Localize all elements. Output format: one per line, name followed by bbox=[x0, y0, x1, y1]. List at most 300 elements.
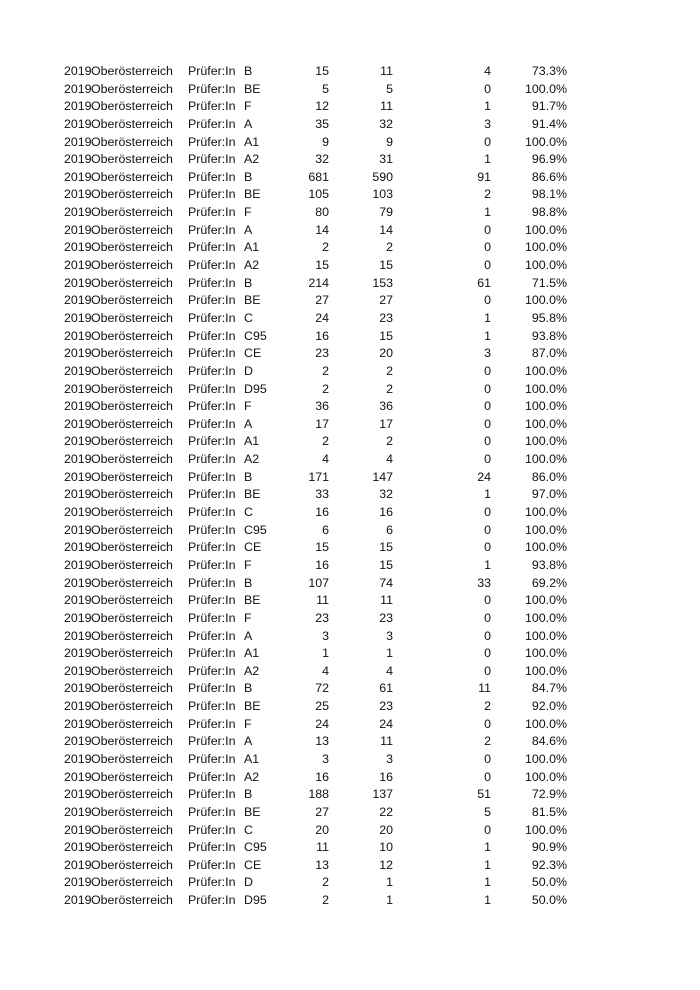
table-row bbox=[0, 239, 700, 257]
license-class-cell: F bbox=[244, 716, 252, 731]
year-cell: 2019 bbox=[64, 240, 92, 255]
failed-cell: 0 bbox=[484, 240, 491, 255]
total-cell: 13 bbox=[315, 857, 329, 872]
year-cell: 2019 bbox=[64, 628, 92, 643]
passed-cell: 15 bbox=[379, 328, 393, 343]
region-cell: Oberösterreich bbox=[91, 681, 173, 696]
region-cell: Oberösterreich bbox=[91, 663, 173, 678]
pass-rate-cell: 100.0% bbox=[524, 610, 567, 625]
license-class-cell: C95 bbox=[244, 328, 267, 343]
role-cell: Prüfer:In bbox=[188, 769, 236, 784]
license-class-cell: CE bbox=[244, 857, 262, 872]
pass-rate-cell: 100.0% bbox=[524, 134, 567, 149]
failed-cell: 1 bbox=[484, 152, 491, 167]
license-class-cell: A2 bbox=[244, 452, 260, 467]
failed-cell: 0 bbox=[484, 434, 491, 449]
year-cell: 2019 bbox=[64, 187, 92, 202]
license-class-cell: C bbox=[244, 505, 253, 520]
failed-cell: 24 bbox=[477, 469, 491, 484]
role-cell: Prüfer:In bbox=[188, 310, 236, 325]
failed-cell: 51 bbox=[477, 787, 491, 802]
year-cell: 2019 bbox=[64, 169, 92, 184]
passed-cell: 12 bbox=[379, 857, 393, 872]
passed-cell: 15 bbox=[379, 540, 393, 555]
table-row bbox=[0, 575, 700, 593]
license-class-cell: C95 bbox=[244, 840, 267, 855]
pass-rate-cell: 100.0% bbox=[524, 222, 567, 237]
pass-rate-cell: 100.0% bbox=[524, 434, 567, 449]
region-cell: Oberösterreich bbox=[91, 310, 173, 325]
year-cell: 2019 bbox=[64, 522, 92, 537]
passed-cell: 15 bbox=[379, 557, 393, 572]
year-cell: 2019 bbox=[64, 646, 92, 661]
pass-rate-cell: 73.3% bbox=[531, 64, 567, 78]
region-cell: Oberösterreich bbox=[91, 628, 173, 643]
region-cell: Oberösterreich bbox=[91, 840, 173, 855]
table-row bbox=[0, 310, 700, 328]
passed-cell: 1 bbox=[386, 646, 393, 661]
role-cell: Prüfer:In bbox=[188, 187, 236, 202]
region-cell: Oberösterreich bbox=[91, 734, 173, 749]
region-cell: Oberösterreich bbox=[91, 787, 173, 802]
total-cell: 171 bbox=[308, 469, 329, 484]
role-cell: Prüfer:In bbox=[188, 699, 236, 714]
role-cell: Prüfer:In bbox=[188, 452, 236, 467]
region-cell: Oberösterreich bbox=[91, 857, 173, 872]
year-cell: 2019 bbox=[64, 81, 92, 96]
pass-rate-cell: 71.5% bbox=[531, 275, 567, 290]
failed-cell: 5 bbox=[484, 804, 491, 819]
year-cell: 2019 bbox=[64, 328, 92, 343]
total-cell: 27 bbox=[315, 293, 329, 308]
region-cell: Oberösterreich bbox=[91, 593, 173, 608]
license-class-cell: BE bbox=[244, 593, 261, 608]
year-cell: 2019 bbox=[64, 99, 92, 114]
passed-cell: 22 bbox=[379, 804, 393, 819]
role-cell: Prüfer:In bbox=[188, 557, 236, 572]
failed-cell: 0 bbox=[484, 258, 491, 273]
pass-rate-cell: 100.0% bbox=[524, 381, 567, 396]
pass-rate-cell: 100.0% bbox=[524, 716, 567, 731]
table-row bbox=[0, 839, 700, 857]
pass-rate-cell: 95.8% bbox=[531, 310, 567, 325]
role-cell: Prüfer:In bbox=[188, 610, 236, 625]
failed-cell: 0 bbox=[484, 134, 491, 149]
passed-cell: 17 bbox=[379, 416, 393, 431]
pass-rate-cell: 84.6% bbox=[531, 734, 567, 749]
failed-cell: 1 bbox=[484, 893, 491, 908]
passed-cell: 16 bbox=[379, 505, 393, 520]
failed-cell: 33 bbox=[477, 575, 491, 590]
region-cell: Oberösterreich bbox=[91, 222, 173, 237]
table-row bbox=[0, 81, 700, 99]
role-cell: Prüfer:In bbox=[188, 116, 236, 131]
total-cell: 2 bbox=[322, 381, 329, 396]
failed-cell: 3 bbox=[484, 116, 491, 131]
failed-cell: 1 bbox=[484, 328, 491, 343]
pass-rate-cell: 98.8% bbox=[531, 205, 567, 220]
total-cell: 72 bbox=[315, 681, 329, 696]
pass-rate-cell: 92.0% bbox=[531, 699, 567, 714]
total-cell: 6 bbox=[322, 522, 329, 537]
passed-cell: 137 bbox=[372, 787, 393, 802]
region-cell: Oberösterreich bbox=[91, 381, 173, 396]
total-cell: 11 bbox=[316, 840, 329, 855]
data-table bbox=[0, 63, 700, 910]
license-class-cell: A bbox=[244, 628, 253, 643]
passed-cell: 1 bbox=[386, 893, 393, 908]
year-cell: 2019 bbox=[64, 787, 92, 802]
year-cell: 2019 bbox=[64, 258, 92, 273]
role-cell: Prüfer:In bbox=[188, 575, 236, 590]
passed-cell: 3 bbox=[386, 751, 393, 766]
role-cell: Prüfer:In bbox=[188, 875, 236, 890]
year-cell: 2019 bbox=[64, 557, 92, 572]
year-cell: 2019 bbox=[64, 64, 92, 78]
role-cell: Prüfer:In bbox=[188, 751, 236, 766]
pass-rate-cell: 100.0% bbox=[524, 769, 567, 784]
region-cell: Oberösterreich bbox=[91, 610, 173, 625]
license-class-cell: A1 bbox=[244, 646, 260, 661]
table-row bbox=[0, 151, 700, 169]
table-row bbox=[0, 539, 700, 557]
failed-cell: 1 bbox=[484, 557, 491, 572]
pass-rate-cell: 100.0% bbox=[524, 540, 567, 555]
failed-cell: 91 bbox=[477, 169, 491, 184]
failed-cell: 0 bbox=[484, 540, 491, 555]
license-class-cell: D bbox=[244, 363, 253, 378]
region-cell: Oberösterreich bbox=[91, 875, 173, 890]
pass-rate-cell: 69.2% bbox=[531, 575, 567, 590]
passed-cell: 4 bbox=[386, 663, 393, 678]
table-row bbox=[0, 398, 700, 416]
passed-cell: 16 bbox=[379, 769, 393, 784]
table-row bbox=[0, 822, 700, 840]
role-cell: Prüfer:In bbox=[188, 487, 236, 502]
license-class-cell: BE bbox=[244, 804, 261, 819]
table-row bbox=[0, 292, 700, 310]
license-class-cell: B bbox=[244, 681, 253, 696]
license-class-cell: D95 bbox=[244, 893, 267, 908]
role-cell: Prüfer:In bbox=[188, 822, 236, 837]
pass-rate-cell: 100.0% bbox=[524, 363, 567, 378]
table-row bbox=[0, 345, 700, 363]
role-cell: Prüfer:In bbox=[188, 363, 236, 378]
pass-rate-cell: 91.4% bbox=[531, 116, 567, 131]
passed-cell: 74 bbox=[379, 575, 393, 590]
license-class-cell: B bbox=[244, 787, 253, 802]
role-cell: Prüfer:In bbox=[188, 399, 236, 414]
region-cell: Oberösterreich bbox=[91, 804, 173, 819]
license-class-cell: B bbox=[244, 469, 253, 484]
passed-cell: 590 bbox=[372, 169, 393, 184]
pass-rate-cell: 87.0% bbox=[531, 346, 567, 361]
failed-cell: 1 bbox=[484, 310, 491, 325]
license-class-cell: A2 bbox=[244, 769, 260, 784]
pass-rate-cell: 50.0% bbox=[531, 875, 567, 890]
failed-cell: 4 bbox=[484, 64, 491, 78]
pass-rate-cell: 100.0% bbox=[524, 81, 567, 96]
license-class-cell: B bbox=[244, 169, 253, 184]
license-class-cell: A bbox=[244, 734, 253, 749]
passed-cell: 31 bbox=[379, 152, 393, 167]
total-cell: 3 bbox=[322, 628, 329, 643]
pass-rate-cell: 100.0% bbox=[524, 822, 567, 837]
table-row bbox=[0, 874, 700, 892]
license-class-cell: C bbox=[244, 310, 253, 325]
year-cell: 2019 bbox=[64, 469, 92, 484]
pass-rate-cell: 81.5% bbox=[531, 804, 567, 819]
failed-cell: 0 bbox=[484, 751, 491, 766]
role-cell: Prüfer:In bbox=[188, 346, 236, 361]
role-cell: Prüfer:In bbox=[188, 99, 236, 114]
table-row bbox=[0, 469, 700, 487]
region-cell: Oberösterreich bbox=[91, 328, 173, 343]
total-cell: 681 bbox=[308, 169, 329, 184]
total-cell: 2 bbox=[322, 875, 329, 890]
role-cell: Prüfer:In bbox=[188, 505, 236, 520]
pass-rate-cell: 100.0% bbox=[524, 522, 567, 537]
table-row bbox=[0, 857, 700, 875]
region-cell: Oberösterreich bbox=[91, 557, 173, 572]
table-row bbox=[0, 804, 700, 822]
region-cell: Oberösterreich bbox=[91, 399, 173, 414]
region-cell: Oberösterreich bbox=[91, 434, 173, 449]
license-class-cell: B bbox=[244, 275, 253, 290]
license-class-cell: A1 bbox=[244, 240, 260, 255]
passed-cell: 32 bbox=[379, 116, 393, 131]
role-cell: Prüfer:In bbox=[188, 381, 236, 396]
failed-cell: 0 bbox=[484, 363, 491, 378]
role-cell: Prüfer:In bbox=[188, 628, 236, 643]
total-cell: 24 bbox=[315, 310, 329, 325]
pass-rate-cell: 100.0% bbox=[524, 399, 567, 414]
passed-cell: 27 bbox=[379, 293, 393, 308]
table-row bbox=[0, 628, 700, 646]
table-row bbox=[0, 892, 700, 910]
table-row bbox=[0, 134, 700, 152]
year-cell: 2019 bbox=[64, 734, 92, 749]
passed-cell: 6 bbox=[386, 522, 393, 537]
region-cell: Oberösterreich bbox=[91, 575, 173, 590]
region-cell: Oberösterreich bbox=[91, 258, 173, 273]
year-cell: 2019 bbox=[64, 487, 92, 502]
table-row bbox=[0, 328, 700, 346]
year-cell: 2019 bbox=[64, 840, 92, 855]
total-cell: 3 bbox=[322, 751, 329, 766]
total-cell: 107 bbox=[308, 575, 329, 590]
passed-cell: 32 bbox=[379, 487, 393, 502]
pass-rate-cell: 100.0% bbox=[524, 646, 567, 661]
failed-cell: 0 bbox=[484, 822, 491, 837]
table-row bbox=[0, 363, 700, 381]
role-cell: Prüfer:In bbox=[188, 663, 236, 678]
total-cell: 105 bbox=[308, 187, 329, 202]
year-cell: 2019 bbox=[64, 540, 92, 555]
pass-rate-cell: 100.0% bbox=[524, 751, 567, 766]
pass-rate-cell: 72.9% bbox=[531, 787, 567, 802]
license-class-cell: F bbox=[244, 557, 252, 572]
total-cell: 2 bbox=[322, 240, 329, 255]
total-cell: 32 bbox=[315, 152, 329, 167]
passed-cell: 11 bbox=[380, 734, 393, 749]
total-cell: 20 bbox=[315, 822, 329, 837]
license-class-cell: F bbox=[244, 99, 252, 114]
license-class-cell: F bbox=[244, 399, 252, 414]
total-cell: 15 bbox=[315, 64, 329, 78]
role-cell: Prüfer:In bbox=[188, 416, 236, 431]
table-row bbox=[0, 169, 700, 187]
passed-cell: 4 bbox=[386, 452, 393, 467]
failed-cell: 0 bbox=[484, 522, 491, 537]
total-cell: 36 bbox=[315, 399, 329, 414]
pass-rate-cell: 90.9% bbox=[531, 840, 567, 855]
passed-cell: 11 bbox=[380, 99, 393, 114]
total-cell: 33 bbox=[315, 487, 329, 502]
total-cell: 15 bbox=[315, 540, 329, 555]
table-row bbox=[0, 663, 700, 681]
table-row bbox=[0, 716, 700, 734]
pass-rate-cell: 92.3% bbox=[531, 857, 567, 872]
failed-cell: 0 bbox=[484, 452, 491, 467]
total-cell: 2 bbox=[322, 434, 329, 449]
table-row bbox=[0, 116, 700, 134]
year-cell: 2019 bbox=[64, 575, 92, 590]
year-cell: 2019 bbox=[64, 804, 92, 819]
license-class-cell: B bbox=[244, 575, 253, 590]
license-class-cell: A2 bbox=[244, 152, 260, 167]
role-cell: Prüfer:In bbox=[188, 593, 236, 608]
year-cell: 2019 bbox=[64, 416, 92, 431]
pass-rate-cell: 93.8% bbox=[531, 557, 567, 572]
passed-cell: 153 bbox=[372, 275, 393, 290]
passed-cell: 103 bbox=[372, 187, 393, 202]
passed-cell: 2 bbox=[386, 363, 393, 378]
table-row bbox=[0, 645, 700, 663]
pass-rate-cell: 96.9% bbox=[531, 152, 567, 167]
passed-cell: 23 bbox=[379, 310, 393, 325]
passed-cell: 61 bbox=[379, 681, 393, 696]
table-row bbox=[0, 204, 700, 222]
role-cell: Prüfer:In bbox=[188, 222, 236, 237]
passed-cell: 5 bbox=[386, 81, 393, 96]
region-cell: Oberösterreich bbox=[91, 116, 173, 131]
role-cell: Prüfer:In bbox=[188, 646, 236, 661]
year-cell: 2019 bbox=[64, 205, 92, 220]
pass-rate-cell: 86.0% bbox=[531, 469, 567, 484]
pass-rate-cell: 100.0% bbox=[524, 505, 567, 520]
role-cell: Prüfer:In bbox=[188, 469, 236, 484]
passed-cell: 2 bbox=[386, 240, 393, 255]
region-cell: Oberösterreich bbox=[91, 81, 173, 96]
failed-cell: 1 bbox=[484, 99, 491, 114]
total-cell: 1 bbox=[322, 646, 329, 661]
role-cell: Prüfer:In bbox=[188, 64, 236, 78]
total-cell: 16 bbox=[315, 557, 329, 572]
license-class-cell: BE bbox=[244, 487, 261, 502]
region-cell: Oberösterreich bbox=[91, 187, 173, 202]
total-cell: 5 bbox=[322, 81, 329, 96]
pass-rate-cell: 50.0% bbox=[531, 893, 567, 908]
passed-cell: 2 bbox=[386, 381, 393, 396]
total-cell: 13 bbox=[315, 734, 329, 749]
region-cell: Oberösterreich bbox=[91, 893, 173, 908]
role-cell: Prüfer:In bbox=[188, 293, 236, 308]
role-cell: Prüfer:In bbox=[188, 152, 236, 167]
region-cell: Oberösterreich bbox=[91, 716, 173, 731]
total-cell: 11 bbox=[316, 593, 329, 608]
region-cell: Oberösterreich bbox=[91, 822, 173, 837]
table-row bbox=[0, 275, 700, 293]
passed-cell: 20 bbox=[379, 346, 393, 361]
total-cell: 23 bbox=[315, 346, 329, 361]
pass-rate-cell: 91.7% bbox=[531, 99, 567, 114]
pass-rate-cell: 100.0% bbox=[524, 293, 567, 308]
passed-cell: 24 bbox=[379, 716, 393, 731]
total-cell: 16 bbox=[315, 769, 329, 784]
region-cell: Oberösterreich bbox=[91, 505, 173, 520]
passed-cell: 23 bbox=[379, 610, 393, 625]
year-cell: 2019 bbox=[64, 293, 92, 308]
pass-rate-cell: 100.0% bbox=[524, 240, 567, 255]
passed-cell: 11 bbox=[380, 593, 393, 608]
total-cell: 16 bbox=[315, 505, 329, 520]
role-cell: Prüfer:In bbox=[188, 716, 236, 731]
failed-cell: 0 bbox=[484, 416, 491, 431]
table-row bbox=[0, 486, 700, 504]
table-row bbox=[0, 522, 700, 540]
failed-cell: 1 bbox=[484, 840, 491, 855]
year-cell: 2019 bbox=[64, 152, 92, 167]
region-cell: Oberösterreich bbox=[91, 363, 173, 378]
total-cell: 25 bbox=[315, 699, 329, 714]
role-cell: Prüfer:In bbox=[188, 522, 236, 537]
failed-cell: 0 bbox=[484, 716, 491, 731]
license-class-cell: F bbox=[244, 205, 252, 220]
total-cell: 4 bbox=[322, 452, 329, 467]
role-cell: Prüfer:In bbox=[188, 893, 236, 908]
passed-cell: 9 bbox=[386, 134, 393, 149]
license-class-cell: A2 bbox=[244, 258, 260, 273]
license-class-cell: C bbox=[244, 822, 253, 837]
total-cell: 9 bbox=[322, 134, 329, 149]
table-row bbox=[0, 786, 700, 804]
year-cell: 2019 bbox=[64, 822, 92, 837]
region-cell: Oberösterreich bbox=[91, 240, 173, 255]
passed-cell: 147 bbox=[372, 469, 393, 484]
year-cell: 2019 bbox=[64, 452, 92, 467]
year-cell: 2019 bbox=[64, 875, 92, 890]
table-row bbox=[0, 504, 700, 522]
year-cell: 2019 bbox=[64, 593, 92, 608]
year-cell: 2019 bbox=[64, 681, 92, 696]
passed-cell: 11 bbox=[380, 64, 393, 78]
table-row bbox=[0, 698, 700, 716]
failed-cell: 0 bbox=[484, 81, 491, 96]
total-cell: 2 bbox=[322, 893, 329, 908]
region-cell: Oberösterreich bbox=[91, 346, 173, 361]
license-class-cell: F bbox=[244, 610, 252, 625]
role-cell: Prüfer:In bbox=[188, 81, 236, 96]
passed-cell: 36 bbox=[379, 399, 393, 414]
role-cell: Prüfer:In bbox=[188, 275, 236, 290]
passed-cell: 79 bbox=[379, 205, 393, 220]
passed-cell: 23 bbox=[379, 699, 393, 714]
table-row bbox=[0, 769, 700, 787]
year-cell: 2019 bbox=[64, 434, 92, 449]
region-cell: Oberösterreich bbox=[91, 751, 173, 766]
license-class-cell: D bbox=[244, 875, 253, 890]
